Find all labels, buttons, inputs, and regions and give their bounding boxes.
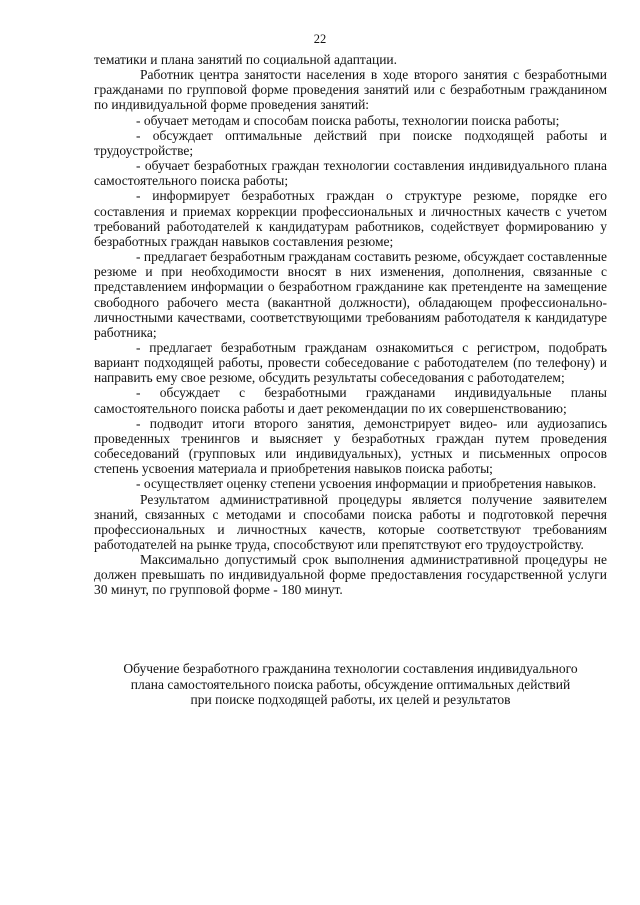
paragraph-time-limit: Максимально допустимый срок выполнения административной процедуры не должен превышать по индивидуальной форме предоставления государственной услуги 30 минут, по групповой форме - 180 минут. <box>94 552 607 598</box>
list-item: - осуществляет оценку степени усвоения информации и приобретения навыков. <box>136 476 597 492</box>
section-heading-line: при поиске подходящей работы, их целей и результатов <box>190 692 511 707</box>
paragraph-intro: Работник центра занятости населения в ходе второго занятия с безработными гражданами по групповой форме проведения занятий или с безработным гражданином по индивидуальной форме проведения занятий: <box>94 67 607 113</box>
section-heading-line: плана самостоятельного поиска работы, обсуждение оптимальных действий <box>130 676 571 692</box>
list-item: - обсуждает с безработными гражданами индивидуальные планы самостоятельного поиска работы и дает рекомендации по их совершенствованию; <box>94 385 607 416</box>
list-item: - предлагает безработным гражданам ознакомиться с регистром, подобрать вариант подходящей работы, провести собеседование с работодателем (по телефону) и направить ему свое резюме, обсудить результаты собеседования с работодателем; <box>94 339 607 386</box>
paragraph-result: Результатом административной процедуры является получение заявителем знаний, связанных с методами и способами поиска работы и подготовкой перечня профессиональных и личностных качеств, которые соответствуют требованиям работодателей на рынке труда, способствуют или препятствуют его трудоустройству. <box>94 491 607 552</box>
list-item: - предлагает безработным гражданам составить резюме, обсуждает составленные резюме и при необходимости вносят в них изменения, дополнения, связанные с представлением информации о безработном гражданине как претенденте на замещение свободного рабочего места (вакантной должности), обладающем профессионально-личностными качествами, соответствующими требованиям работодателя к кандидатуре работника; <box>94 249 607 340</box>
list-item: - обучает методам и способам поиска работы, технологии поиска работы; <box>136 112 560 128</box>
section-heading-line: Обучение безработного гражданина технологии составления индивидуального <box>123 661 578 676</box>
page-number: 22 <box>313 32 327 46</box>
list-item: - подводит итоги второго занятия, демонстрирует видео- или аудиозапись проведенных тренингов и выясняет у безработных граждан путем проведения собеседований (групповых или индивидуальных), устных и письменных опросов степень усвоения материала и приобретения навыков поиска работы; <box>94 415 607 477</box>
list-item: - обсуждает оптимальные действий при поиске подходящей работы и трудоустройстве; <box>94 127 607 158</box>
list-item: - обучает безработных граждан технологии составления индивидуального плана самостоятельного поиска работы; <box>94 158 607 189</box>
list-item: - информирует безработных граждан о структуре резюме, порядке его составления и приемах коррекции профессиональных и личностных качеств с учетом требований работодателей к кандидатурам работников, содействует формированию у безработных граждан навыков составления резюме; <box>94 188 607 249</box>
paragraph-continuation: тематики и плана занятий по социальной адаптации. <box>94 52 398 67</box>
document-body <box>94 52 607 598</box>
section-heading <box>94 661 607 708</box>
